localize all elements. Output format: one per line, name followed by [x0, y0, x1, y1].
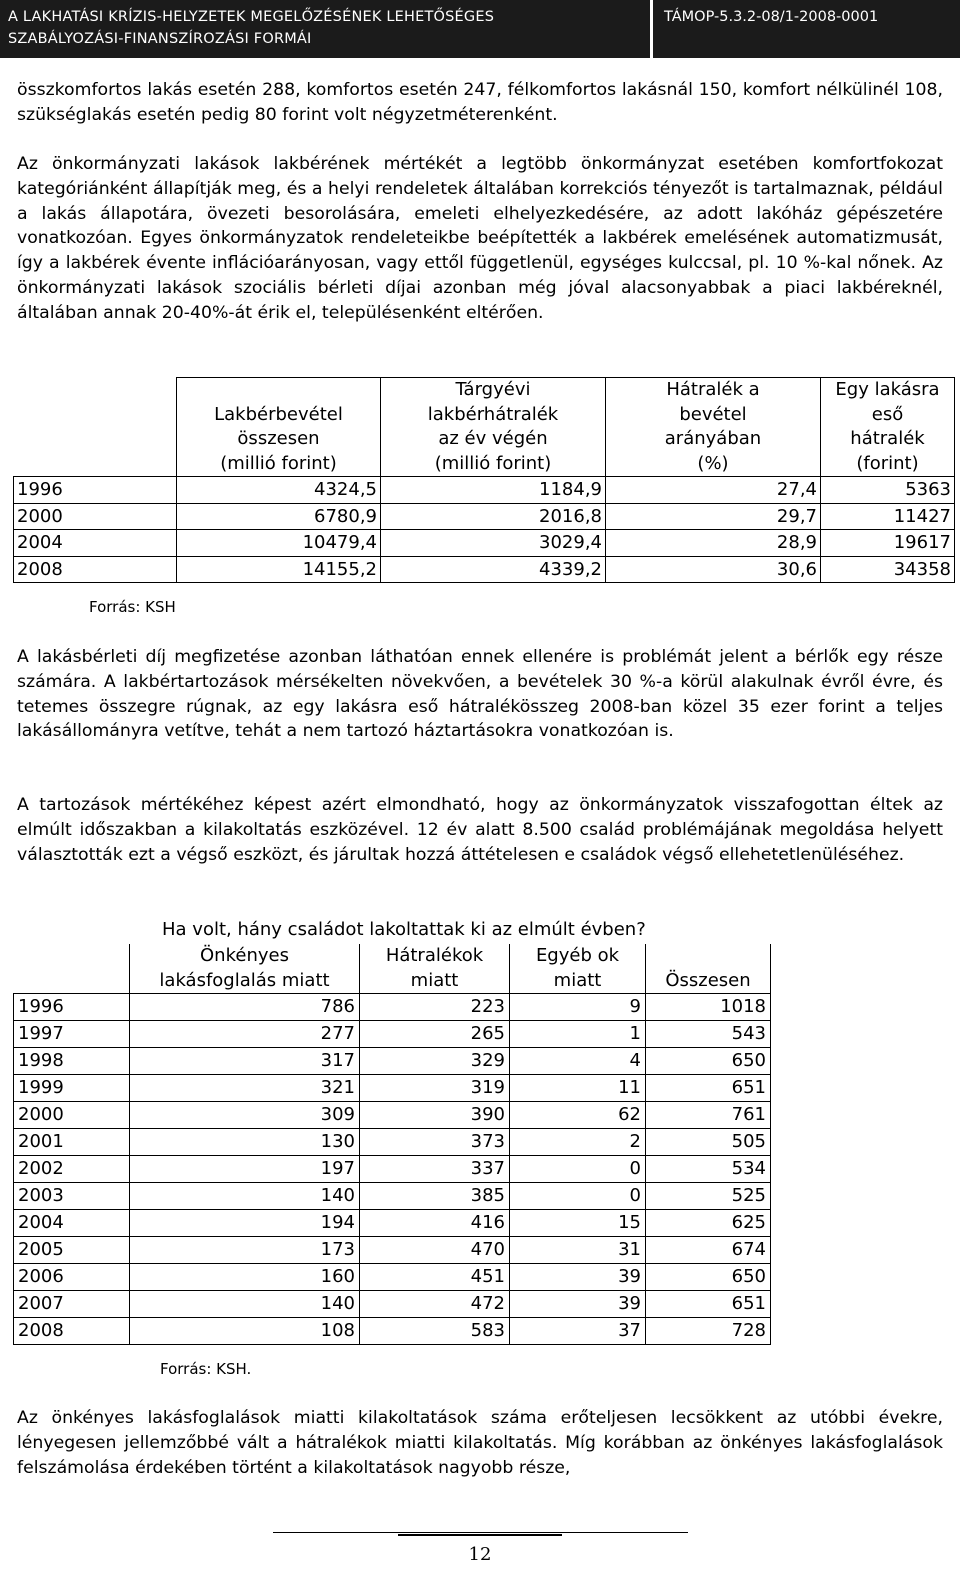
header-divider	[650, 0, 653, 58]
table2-value-cell: 534	[646, 1156, 771, 1183]
table1-value-cell: 4339,2	[381, 556, 606, 583]
header-title	[8, 6, 494, 50]
table1-value-cell: 27,4	[606, 477, 821, 504]
table2-value-cell: 2	[510, 1129, 646, 1156]
table2-column-header-line: miatt	[553, 969, 602, 991]
table2-row	[14, 1021, 771, 1048]
table1-year-cell: 2004	[14, 530, 177, 557]
table2-value-cell: 31	[510, 1237, 646, 1264]
table2-row	[14, 1102, 771, 1129]
table2-column-header-line: Hátralékok	[385, 945, 484, 966]
table2-value-cell: 37	[510, 1318, 646, 1345]
table1-column-header-line: összesen	[237, 428, 320, 449]
table2-value-cell: 505	[646, 1129, 771, 1156]
table2-value-cell: 385	[360, 1183, 510, 1210]
rent-revenue-table	[13, 377, 955, 583]
table2-value-cell: 194	[130, 1210, 360, 1237]
table2-year-cell: 1998	[14, 1048, 130, 1075]
table2-value-cell: 674	[646, 1237, 771, 1264]
table1-value-cell: 2016,8	[381, 503, 606, 530]
table2-value-cell: 472	[360, 1291, 510, 1318]
table1-value-cell: 6780,9	[177, 503, 381, 530]
table1-column-header-line: (millió forint)	[220, 452, 337, 474]
table2-column-header-line: Egyéb ok	[535, 945, 620, 966]
table2-value-cell: 140	[130, 1291, 360, 1318]
table1-column-header-line: (forint)	[856, 452, 919, 474]
table1-value-cell: 14155,2	[177, 556, 381, 583]
table1-corner	[14, 378, 177, 477]
table1-value-cell: 5363	[821, 477, 955, 504]
table1-row	[14, 556, 955, 583]
paragraph-3: A lakásbérleti díj megfizetése azonban láthatóan ennek ellenére is problémát jelent a bérlők egy része számára. A lakbértartozások mérsékelten növekvően, a bevételek 30 %-a körül alakulnak évről évre, és tetemes összegre rúgnak, az egy lakásra eső hátralékösszeg 2008-ban közel 35 ezer forint a teljes lakásállományra vetítve, tehát a nem tartozó háztartásokra vonatkozóan is.	[17, 647, 943, 742]
table2-row	[14, 1048, 771, 1075]
table2-year-cell: 2002	[14, 1156, 130, 1183]
table2-source: Forrás: KSH.	[160, 1360, 252, 1378]
table1-row	[14, 503, 955, 530]
table2-row	[14, 1129, 771, 1156]
table2-corner	[14, 944, 130, 994]
table1-value-cell: 3029,4	[381, 530, 606, 557]
table1-column-header	[381, 378, 606, 477]
table1-value-cell: 1184,9	[381, 477, 606, 504]
table2-row	[14, 1075, 771, 1102]
table2-value-cell: 728	[646, 1318, 771, 1345]
table1-column-header-line: Hátralék a	[666, 379, 760, 400]
table1-column-header-line: Tárgyévi	[455, 379, 531, 400]
table2-row	[14, 1183, 771, 1210]
table1-row	[14, 530, 955, 557]
table2-value-cell: 1018	[646, 994, 771, 1021]
table2-column-header-line: Önkényes	[200, 945, 289, 966]
table1-column-header-line: eső	[871, 403, 904, 425]
table1-value-cell: 10479,4	[177, 530, 381, 557]
table2-value-cell: 11	[510, 1075, 646, 1102]
table2-column-header	[646, 944, 771, 994]
table1-column-header	[606, 378, 821, 477]
table2-value-cell: 0	[510, 1183, 646, 1210]
table2-row	[14, 1237, 771, 1264]
table1-column-header	[821, 378, 955, 477]
table2-column-header	[510, 944, 646, 994]
table1-column-header-line: hátralék	[850, 428, 925, 449]
header-title-line1: A LAKHATÁSI KRÍZIS-HELYZETEK MEGELŐZÉSÉNEK LEHETŐSÉGES	[8, 9, 495, 25]
table2-row	[14, 1291, 771, 1318]
table1-column-header-line: Lakbérbevétel	[214, 403, 343, 425]
table2-column-header-line: Összesen	[665, 969, 751, 991]
table2-value-cell: 4	[510, 1048, 646, 1075]
table1-column-header	[177, 378, 381, 477]
table2-year-cell: 2006	[14, 1264, 130, 1291]
table1-column-header-line: bevétel	[679, 403, 747, 425]
paragraph-1: összkomfortos lakás esetén 288, komfortos esetén 247, félkomfortos lakásnál 150, komfort nélkülinél 108, szükséglakás esetén pedig 80 forint volt négyzetméterenként.	[17, 80, 943, 125]
table1-column-header-line: lakbérhátralék	[427, 403, 559, 425]
table1-column-header-line: arányában	[664, 428, 762, 449]
table1-value-cell: 11427	[821, 503, 955, 530]
table2-value-cell: 1	[510, 1021, 646, 1048]
table2-value-cell: 9	[510, 994, 646, 1021]
table2-value-cell: 761	[646, 1102, 771, 1129]
table1-source: Forrás: KSH	[89, 598, 176, 616]
paragraph-2: Az önkormányzati lakások lakbérének mértékét a legtöbb önkormányzat esetében komfortfokozat kategóriánként állapítják meg, és a helyi rendeletek általában korrekciós tényezőt is tartalmaznak, például a lakás állapotára, övezeti besorolására, emeleti elhelyezkedésére, az adott lakóház gépészetére vonatkozóan. Egyes önkormányzatok rendeleteikbe beépítették a lakbérek emelésének automatizmusát, így a lakbérek évente inflációarányosan, vagy ettől függetlenül, egységes kulccsal, pl. 10 %-kal nőnek. Az önkormányzati lakások szociális bérleti díjai azonban még jóval alacsonyabbak a piaci lakbéreknél, általában annak 20-40%-át érik el, településenként eltérően.	[17, 154, 943, 323]
table2-value-cell: 543	[646, 1021, 771, 1048]
table2-year-cell: 1997	[14, 1021, 130, 1048]
table2-row	[14, 1264, 771, 1291]
table2-value-cell: 309	[130, 1102, 360, 1129]
table1-column-header-line: az év végén	[438, 428, 548, 449]
table2-row	[14, 1318, 771, 1345]
table2-value-cell: 650	[646, 1264, 771, 1291]
table1-column-header-line: (millió forint)	[434, 452, 552, 474]
table2-year-cell: 1996	[14, 994, 130, 1021]
footer-rule-thick	[398, 1534, 562, 1536]
table2-value-cell: 625	[646, 1210, 771, 1237]
table1-year-cell: 1996	[14, 477, 177, 504]
evictions-table	[13, 944, 771, 1345]
table2-value-cell: 786	[130, 994, 360, 1021]
table2-value-cell: 15	[510, 1210, 646, 1237]
table2-value-cell: 321	[130, 1075, 360, 1102]
table2-header-row	[14, 944, 771, 994]
table2-value-cell: 416	[360, 1210, 510, 1237]
table2-value-cell: 39	[510, 1291, 646, 1318]
table2-year-cell: 2007	[14, 1291, 130, 1318]
table2-value-cell: 223	[360, 994, 510, 1021]
table2-value-cell: 373	[360, 1129, 510, 1156]
table2-year-cell: 1999	[14, 1075, 130, 1102]
table2-value-cell: 651	[646, 1291, 771, 1318]
table2-value-cell: 0	[510, 1156, 646, 1183]
footer-rule	[273, 1532, 688, 1533]
table2-year-cell: 2003	[14, 1183, 130, 1210]
table2-year-cell: 2000	[14, 1102, 130, 1129]
table2-value-cell: 108	[130, 1318, 360, 1345]
table2-row	[14, 1156, 771, 1183]
table2-value-cell: 140	[130, 1183, 360, 1210]
table2-value-cell: 197	[130, 1156, 360, 1183]
table1-year-cell: 2000	[14, 503, 177, 530]
paragraph-5: Az önkényes lakásfoglalások miatti kilakoltatások száma erőteljesen lecsökkent az utóbbi évekre, lényegesen jellemzőbbé vált a hátralékok miatti kilakoltatás. Míg korábban az önkényes lakásfoglalások felszámolása érdekében történt a kilakoltatások nagyobb része,	[17, 1408, 943, 1478]
table2-value-cell: 277	[130, 1021, 360, 1048]
page-number: 12	[468, 1544, 492, 1565]
table2-value-cell: 583	[360, 1318, 510, 1345]
table2-value-cell: 173	[130, 1237, 360, 1264]
table2-year-cell: 2004	[14, 1210, 130, 1237]
table2-value-cell: 650	[646, 1048, 771, 1075]
table2-value-cell: 39	[510, 1264, 646, 1291]
header-title-line2: SZABÁLYOZÁSI-FINANSZÍROZÁSI FORMÁI	[8, 31, 312, 47]
table2-year-cell: 2005	[14, 1237, 130, 1264]
table2-year-cell: 2008	[14, 1318, 130, 1345]
table2-row	[14, 1210, 771, 1237]
table2-value-cell: 62	[510, 1102, 646, 1129]
table1-year-cell: 2008	[14, 556, 177, 583]
table1-header-row	[14, 378, 955, 477]
table2-column-header	[360, 944, 510, 994]
table1-column-header-line: Egy lakásra	[835, 379, 940, 400]
table2-value-cell: 265	[360, 1021, 510, 1048]
table2-value-cell: 390	[360, 1102, 510, 1129]
table1-row	[14, 477, 955, 504]
header-project-code: TÁMOP-5.3.2-08/1-2008-0001	[664, 9, 879, 25]
table2-column-header-line: miatt	[410, 969, 459, 991]
table2-value-cell: 319	[360, 1075, 510, 1102]
paragraph-4: A tartozások mértékéhez képest azért elmondható, hogy az önkormányzatok visszafogottan éltek az elmúlt időszakban a kilakoltatás eszközével. 12 év alatt 8.500 család problémájának megoldása helyett választották ezt a végső eszközt, és járultak hozzá áttételesen e családok végső ellehetetlenüléséhez.	[17, 795, 943, 865]
table2-value-cell: 451	[360, 1264, 510, 1291]
table2-row	[14, 994, 771, 1021]
table2-column-header	[130, 944, 360, 994]
table2-column-header-line: lakásfoglalás miatt	[159, 969, 330, 991]
table2-value-cell: 317	[130, 1048, 360, 1075]
table2-value-cell: 329	[360, 1048, 510, 1075]
page-header	[0, 0, 960, 58]
table1-value-cell: 29,7	[606, 503, 821, 530]
table1-value-cell: 19617	[821, 530, 955, 557]
table2-value-cell: 525	[646, 1183, 771, 1210]
table2-value-cell: 130	[130, 1129, 360, 1156]
table2-value-cell: 160	[130, 1264, 360, 1291]
table1-value-cell: 30,6	[606, 556, 821, 583]
table1-value-cell: 4324,5	[177, 477, 381, 504]
table1-value-cell: 28,9	[606, 530, 821, 557]
table2-value-cell: 470	[360, 1237, 510, 1264]
table2-title: Ha volt, hány családot lakoltattak ki az elmúlt évben?	[162, 919, 646, 940]
table2-year-cell: 2001	[14, 1129, 130, 1156]
table1-value-cell: 34358	[821, 556, 955, 583]
table1-column-header-line: (%)	[697, 452, 729, 474]
table2-value-cell: 337	[360, 1156, 510, 1183]
table2-value-cell: 651	[646, 1075, 771, 1102]
